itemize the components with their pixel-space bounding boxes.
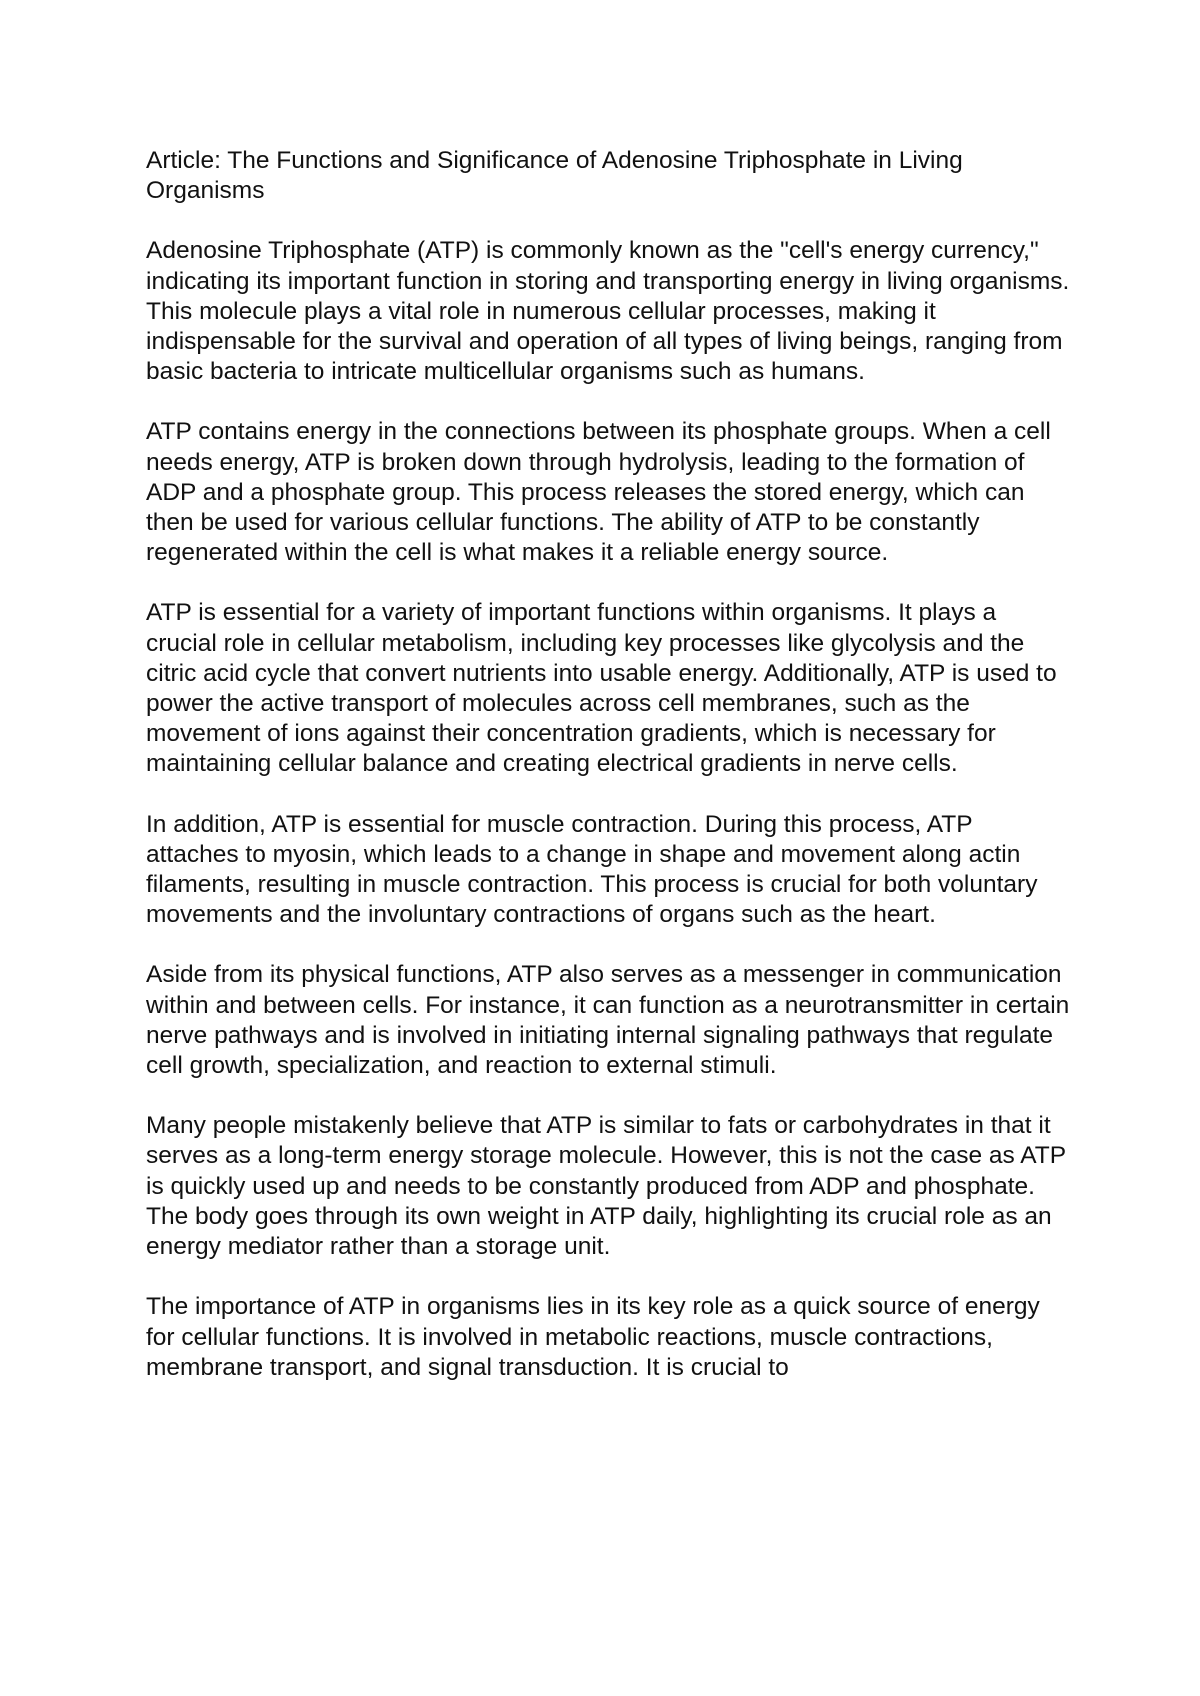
paragraph-3: ATP is essential for a variety of important functions within organisms. It plays a crucial role in cellular metabolism, including key processes like glycolysis and the citric acid cycle that convert nutrients into usable energy. Additionally, ATP is used to power the active transport of molecules across cell membranes, such as the movement of ions against their concentration gradients, which is necessary for maintaining cellular balance and creating electrical gradients in nerve cells.	[146, 599, 1057, 778]
article-title: Article: The Functions and Significance of Adenosine Triphosphate in Living Organisms	[146, 147, 963, 205]
paragraph-1: Adenosine Triphosphate (ATP) is commonly known as the "cell's energy currency," indicating its important function in storing and transporting energy in living organisms. This molecule plays a vital role in numerous cellular processes, making it indispensable for the survival and operation of all types of living beings, ranging from basic bacteria to intricate multicellular organisms such as humans.	[146, 237, 1070, 386]
paragraph-5: Aside from its physical functions, ATP also serves as a messenger in communication within and between cells. For instance, it can function as a neurotransmitter in certain nerve pathways and is involved in initiating internal signaling pathways that regulate cell growth, specialization, and reaction to external stimuli.	[146, 961, 1070, 1080]
paragraph-7: The importance of ATP in organisms lies in its key role as a quick source of energy for cellular functions. It is involved in metabolic reactions, muscle contractions, membrane transport, and signal transduction. It is crucial to	[146, 1293, 1040, 1381]
paragraph-6: Many people mistakenly believe that ATP is similar to fats or carbohydrates in that it serves as a long-term energy storage molecule. However, this is not the case as ATP is quickly used up and needs to be constantly produced from ADP and phosphate. The body goes through its own weight in ATP daily, highlighting its crucial role as an energy mediator rather than a storage unit.	[146, 1112, 1066, 1261]
paragraph-4: In addition, ATP is essential for muscle contraction. During this process, ATP attaches to myosin, which leads to a change in shape and movement along actin filaments, resulting in muscle contraction. This process is crucial for both voluntary movements and the involuntary contractions of organs such as the heart.	[146, 810, 1038, 929]
article-body	[146, 146, 1071, 1413]
paragraph-2: ATP contains energy in the connections between its phosphate groups. When a cell needs energy, ATP is broken down through hydrolysis, leading to the formation of ADP and a phosphate group. This process releases the stored energy, which can then be used for various cellular functions. The ability of ATP to be constantly regenerated within the cell is what makes it a reliable energy source.	[146, 418, 1051, 567]
